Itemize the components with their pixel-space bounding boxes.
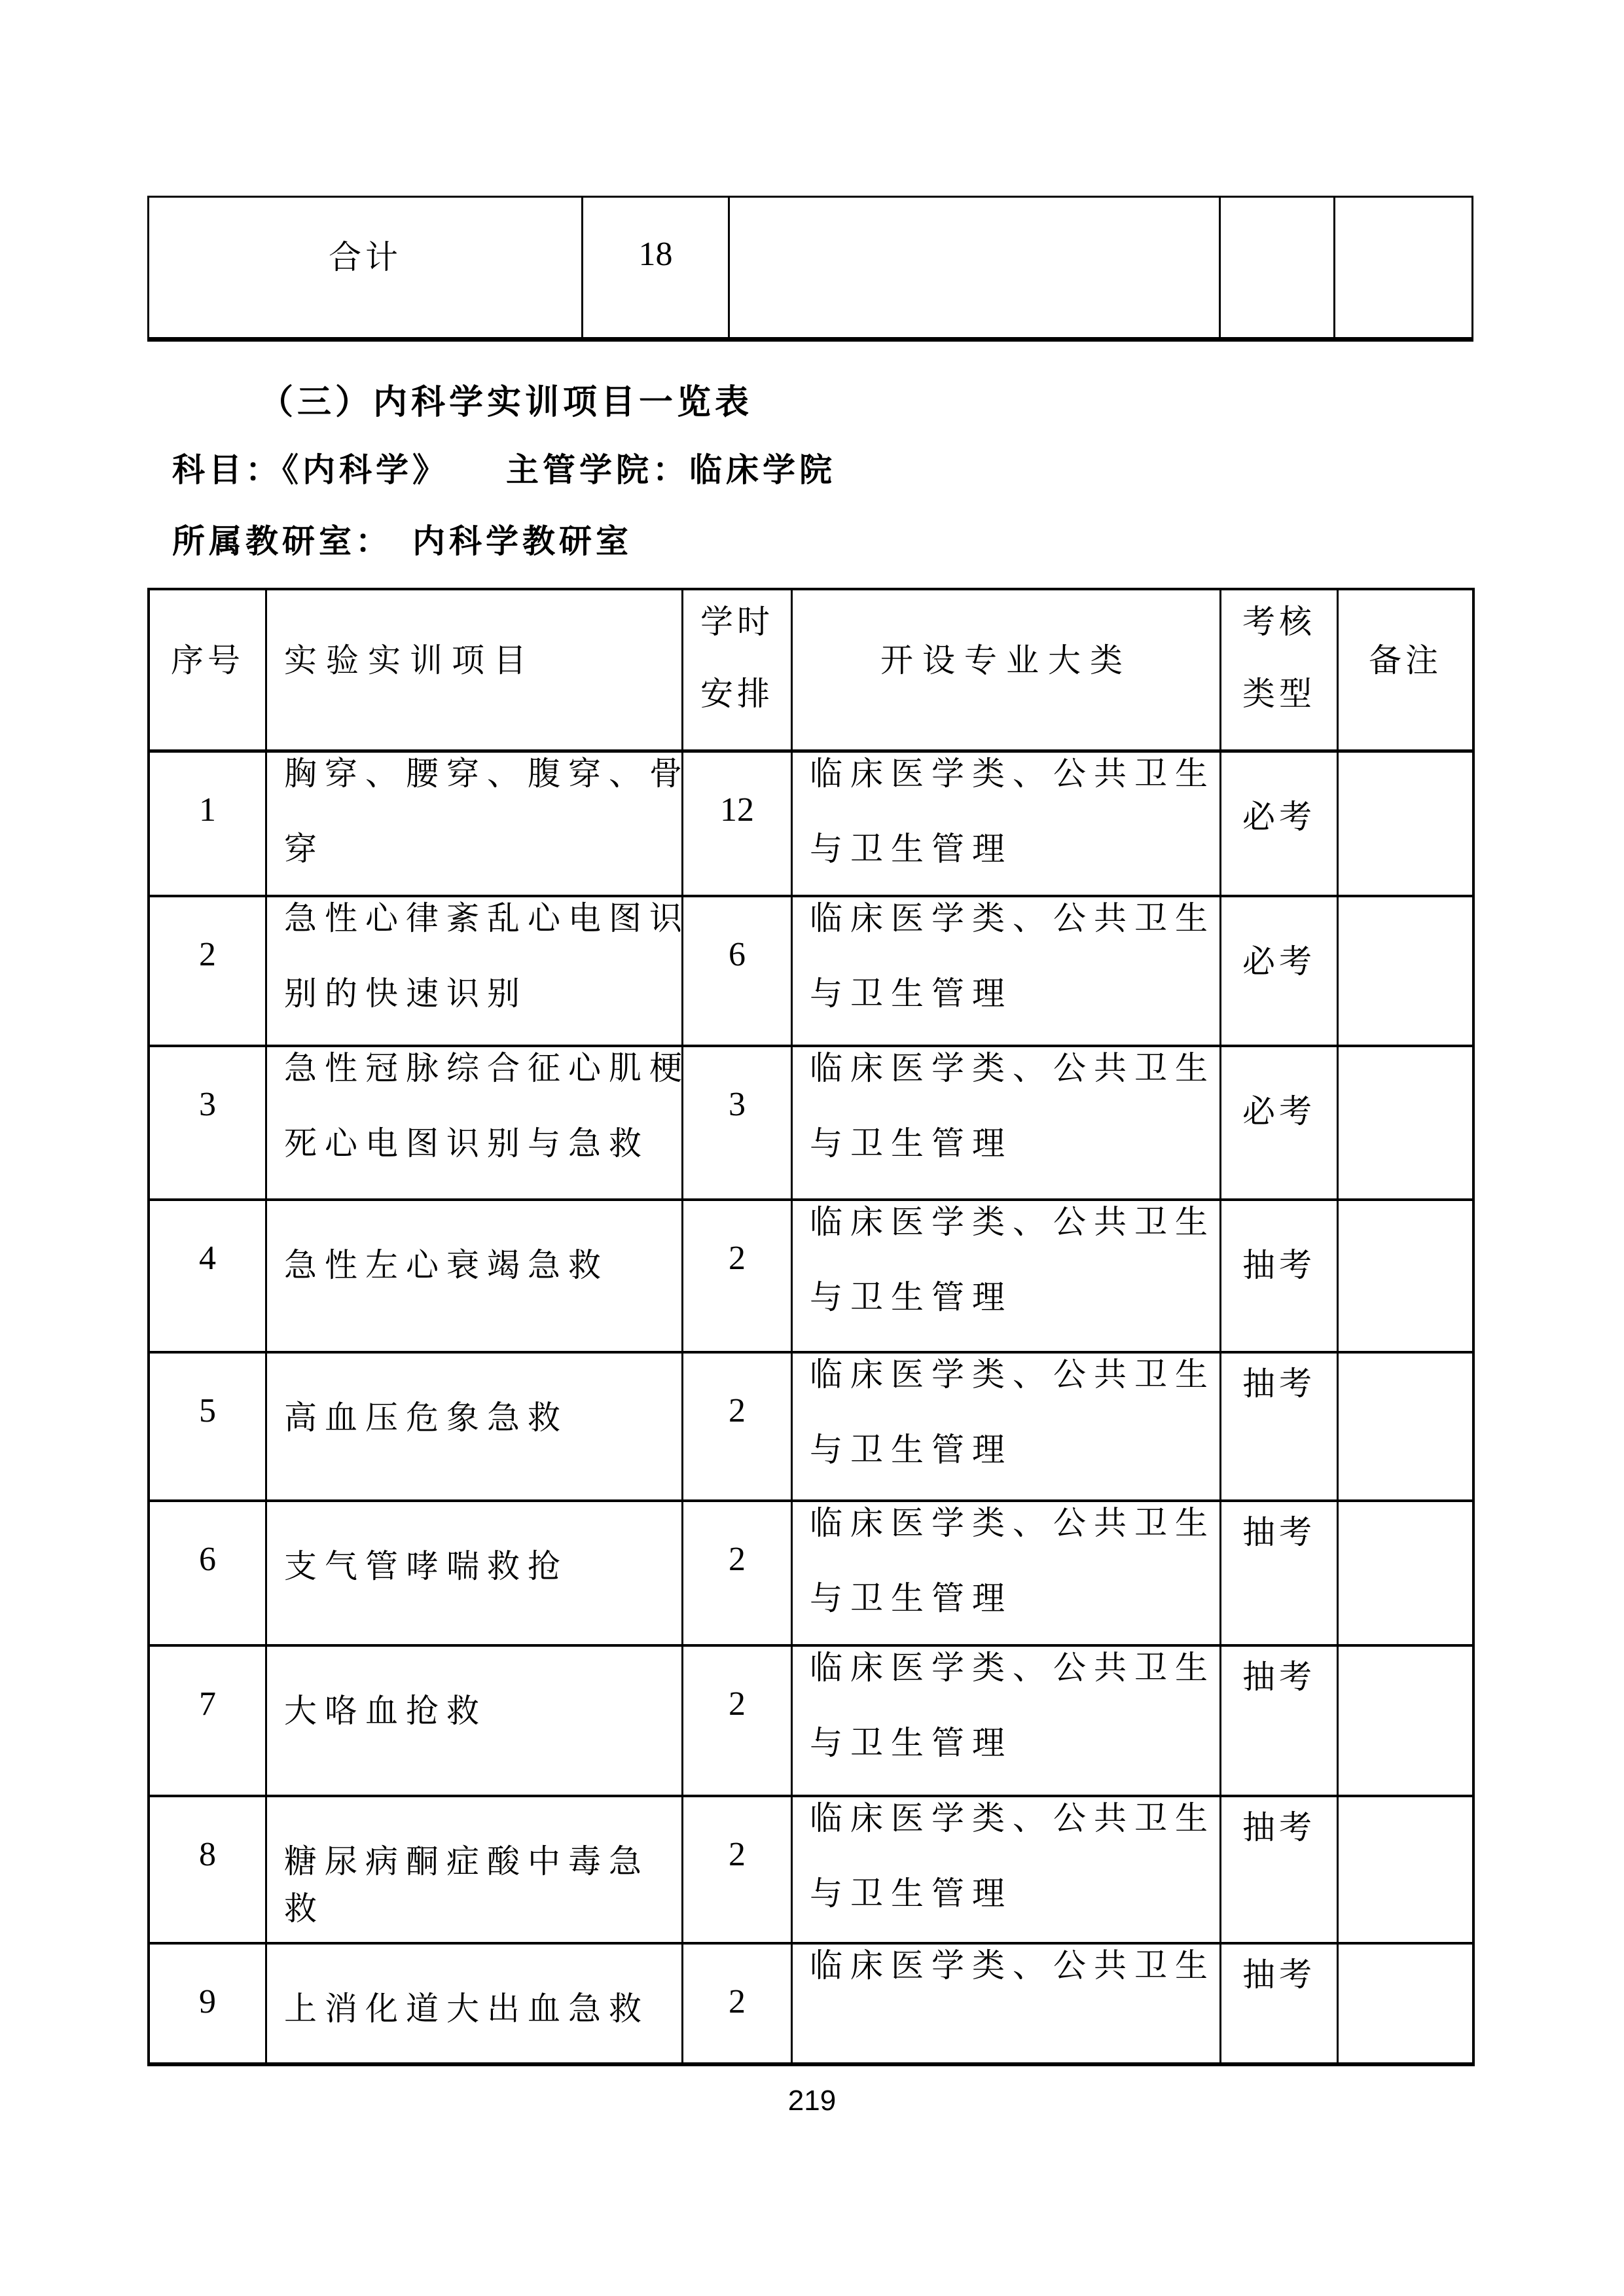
major-cell: 临床医学类、公共卫生 与卫生管理 bbox=[793, 1201, 1221, 1351]
hours-cell: 2 bbox=[683, 1945, 793, 2062]
seq-cell: 2 bbox=[150, 897, 267, 1045]
project-cell: 急性心律紊乱心电图识 别的快速识别 bbox=[267, 897, 683, 1045]
remark-cell bbox=[1339, 753, 1472, 895]
table-header-row bbox=[150, 590, 1472, 753]
training-projects-table bbox=[147, 588, 1475, 2066]
table-row bbox=[150, 1502, 1472, 1647]
hours-cell: 2 bbox=[683, 1201, 793, 1351]
page-number: 219 bbox=[787, 2085, 837, 2117]
major-cell: 临床医学类、公共卫生 bbox=[793, 1945, 1221, 2062]
major-cell: 临床医学类、公共卫生 与卫生管理 bbox=[793, 1502, 1221, 1644]
remark-cell bbox=[1339, 1502, 1472, 1644]
seq-cell: 1 bbox=[150, 753, 267, 895]
table-row bbox=[150, 1647, 1472, 1797]
project-cell: 高血压危象急救 bbox=[267, 1354, 683, 1499]
remark-cell bbox=[1339, 1797, 1472, 1942]
project-cell: 急性左心衰竭急救 bbox=[267, 1201, 683, 1351]
subject-line: 科目：《内科学》 主管学院：临床学院 bbox=[172, 452, 836, 488]
hours-cell: 2 bbox=[683, 1797, 793, 1942]
major-cell: 临床医学类、公共卫生 与卫生管理 bbox=[793, 1047, 1221, 1198]
hours-cell: 3 bbox=[683, 1047, 793, 1198]
seq-cell: 9 bbox=[150, 1945, 267, 2062]
total-label: 合计 bbox=[329, 238, 402, 276]
table-row bbox=[150, 1797, 1472, 1945]
hours-cell: 6 bbox=[683, 897, 793, 1045]
remark-cell bbox=[1339, 1354, 1472, 1499]
hours-cell: 2 bbox=[683, 1354, 793, 1499]
header-seq: 序号 bbox=[150, 590, 267, 749]
total-hours-value: 18 bbox=[638, 236, 673, 273]
header-project: 实验实训项目 bbox=[267, 590, 683, 749]
header-hours: 学时 安排 bbox=[683, 590, 793, 749]
header-remark: 备注 bbox=[1369, 641, 1442, 679]
empty-cell bbox=[1335, 198, 1471, 337]
project-cell: 支气管哮喘救抢 bbox=[267, 1502, 683, 1644]
project-cell: 胸穿、腰穿、腹穿、骨 穿 bbox=[267, 753, 683, 895]
exam-type-cell: 必考 bbox=[1221, 897, 1339, 1045]
major-cell: 临床医学类、公共卫生 与卫生管理 bbox=[793, 753, 1221, 895]
exam-type-cell: 抽考 bbox=[1221, 1502, 1339, 1644]
major-cell: 临床医学类、公共卫生 与卫生管理 bbox=[793, 1797, 1221, 1942]
table-row bbox=[150, 1354, 1472, 1502]
exam-type-cell: 抽考 bbox=[1221, 1201, 1339, 1351]
major-cell: 临床医学类、公共卫生 与卫生管理 bbox=[793, 1354, 1221, 1499]
section-title: （三）内科学实训项目一览表 bbox=[259, 384, 753, 422]
remark-cell bbox=[1339, 1647, 1472, 1795]
seq-cell: 6 bbox=[150, 1502, 267, 1644]
remark-cell bbox=[1339, 897, 1472, 1045]
empty-cell bbox=[1221, 198, 1335, 337]
remark-cell bbox=[1339, 1047, 1472, 1198]
teaching-office-line: 所属教研室： 内科学教研室 bbox=[172, 523, 632, 560]
remark-cell bbox=[1339, 1945, 1472, 2062]
exam-type-cell: 抽考 bbox=[1221, 1797, 1339, 1942]
exam-type-cell: 必考 bbox=[1221, 1047, 1339, 1198]
total-label-cell bbox=[149, 198, 583, 337]
exam-type-cell: 抽考 bbox=[1221, 1945, 1339, 2062]
hours-cell: 2 bbox=[683, 1647, 793, 1795]
table-row bbox=[150, 897, 1472, 1047]
exam-type-cell: 必考 bbox=[1221, 753, 1339, 895]
project-cell: 急性冠脉综合征心肌梗 死心电图识别与急救 bbox=[267, 1047, 683, 1198]
total-hours-cell bbox=[583, 198, 730, 337]
project-cell: 上消化道大出血急救 bbox=[267, 1945, 683, 2062]
exam-type-cell: 抽考 bbox=[1221, 1354, 1339, 1499]
header-major: 开设专业大类 bbox=[793, 590, 1221, 749]
major-cell: 临床医学类、公共卫生 与卫生管理 bbox=[793, 1647, 1221, 1795]
seq-cell: 5 bbox=[150, 1354, 267, 1499]
hours-cell: 12 bbox=[683, 753, 793, 895]
table-row bbox=[150, 1945, 1472, 2062]
table-row bbox=[150, 1047, 1472, 1201]
seq-cell: 8 bbox=[150, 1797, 267, 1942]
project-cell: 糖尿病酮症酸中毒急救 bbox=[267, 1797, 683, 1942]
empty-cell bbox=[730, 198, 1221, 337]
hours-cell: 2 bbox=[683, 1502, 793, 1644]
exam-type-cell: 抽考 bbox=[1221, 1647, 1339, 1795]
seq-cell: 4 bbox=[150, 1201, 267, 1351]
seq-cell: 3 bbox=[150, 1047, 267, 1198]
project-cell: 大咯血抢救 bbox=[267, 1647, 683, 1795]
seq-cell: 7 bbox=[150, 1647, 267, 1795]
table-row bbox=[150, 1201, 1472, 1354]
header-exam-type: 考核 类型 bbox=[1221, 590, 1339, 749]
previous-table-fragment bbox=[147, 196, 1473, 342]
table-row bbox=[150, 753, 1472, 897]
major-cell: 临床医学类、公共卫生 与卫生管理 bbox=[793, 897, 1221, 1045]
remark-cell bbox=[1339, 1201, 1472, 1351]
